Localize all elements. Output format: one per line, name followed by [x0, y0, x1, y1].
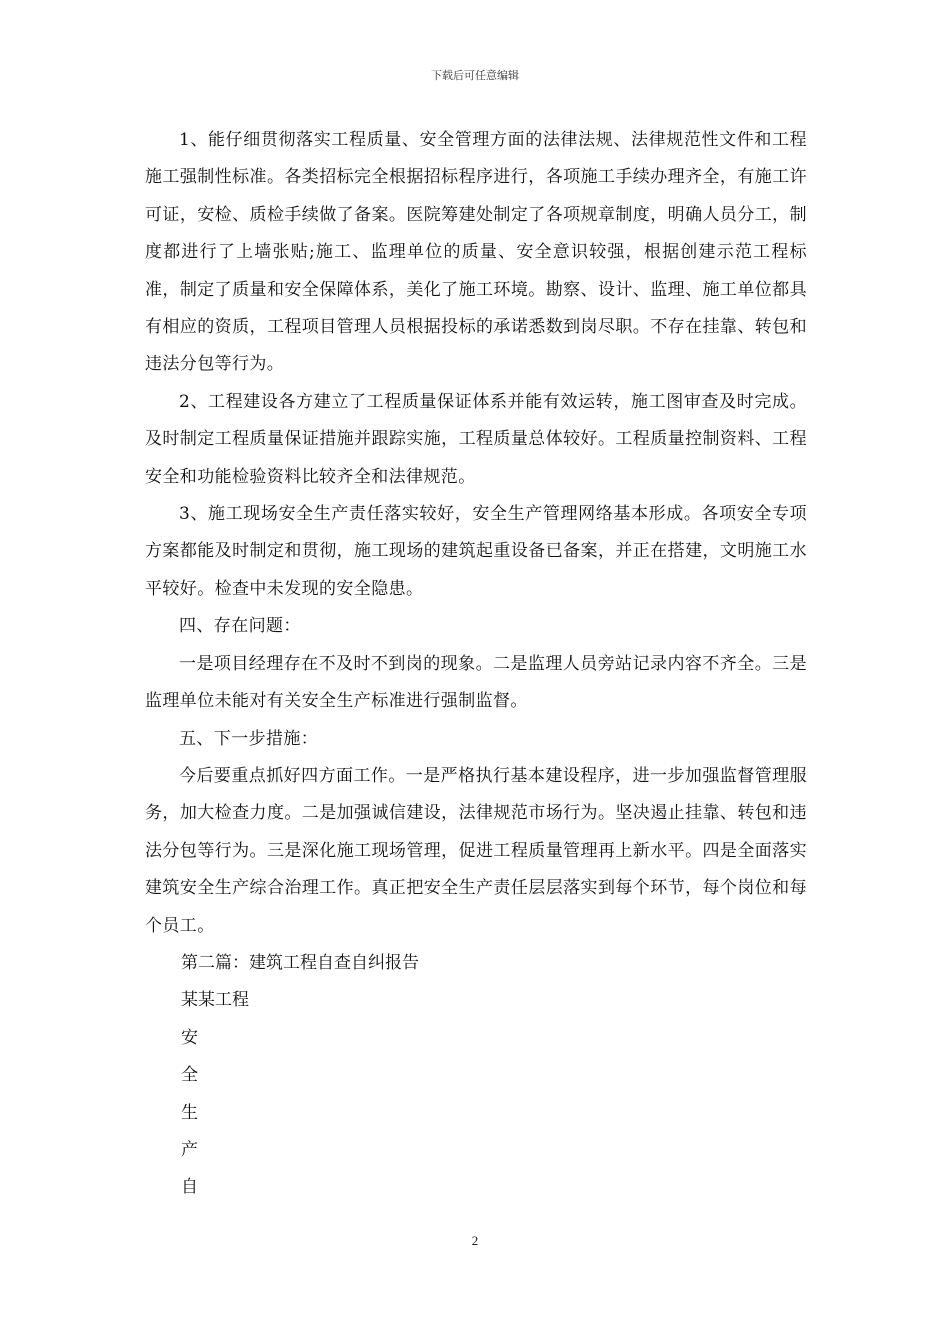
heading-problems: 四、存在问题：: [179, 616, 301, 637]
page-header: 下载后可任意编辑: [431, 69, 519, 82]
line-3: 全: [181, 1065, 198, 1086]
paragraph-1: 1、能仔细贯彻落实工程质量、安全管理方面的法律法规、法律规范性文件和工程施工强制性标准。各类招标完全根据招标程序进行，各项施工手续办理齐全，有施工许可证，安检、质检手续做了备案。医院筹建处制定了各项规章制度，明确人员分工，制度都进行了上墙张贴;施工、监理单位的质量、安全意识较强，根据创建示范工程标准，制定了质量和安全保障体系，美化了施工环境。勘察、设计、监理、施工单位都具有相应的资质，工程项目管理人员根据投标的承诺悉数到岗尽职。不存在挂靠、转包和违法分包等行为。: [145, 130, 807, 375]
line-2: 安: [181, 1027, 198, 1048]
line-4: 生: [181, 1102, 198, 1123]
heading-next-steps: 五、下一步措施：: [179, 728, 319, 749]
line-1: 某某工程: [181, 990, 249, 1011]
section-title: 第二篇：建筑工程自查自纠报告: [181, 952, 419, 973]
paragraph-problems: 一是项目经理存在不及时不到岗的现象。二是监理人员旁站记录内容不齐全。三是监理单位未能对有关安全生产标准进行强制监督。: [145, 653, 807, 712]
paragraph-next-steps: 今后要重点抓好四方面工作。一是严格执行基本建设程序，进一步加强监督管理服务，加大检查力度。二是加强诚信建设，法律规范市场行为。坚决遏止挂靠、转包和违法分包等行为。三是深化施工现场管理，促进工程质量管理再上新水平。四是全面落实建筑安全生产综合治理工作。真正把安全生产责任层层落实到每个环节，每个岗位和每个员工。: [145, 765, 807, 936]
line-6: 自: [181, 1177, 198, 1198]
paragraph-3: 3、施工现场安全生产责任落实较好，安全生产管理网络基本形成。各项安全专项方案都能及时制定和贯彻，施工现场的建筑起重设备已备案，并正在搭建，文明施工水平较好。检查中未发现的安全隐患。: [145, 504, 807, 599]
document-body: [145, 122, 807, 1207]
paragraph-2: 2、工程建设各方建立了工程质量保证体系并能有效运转，施工图审查及时完成。及时制定工程质量保证措施并跟踪实施，工程质量总体较好。工程质量控制资料、工程安全和功能检验资料比较齐全和法律规范。: [145, 391, 807, 487]
page-number: 2: [471, 1233, 479, 1248]
line-5: 产: [181, 1139, 198, 1160]
